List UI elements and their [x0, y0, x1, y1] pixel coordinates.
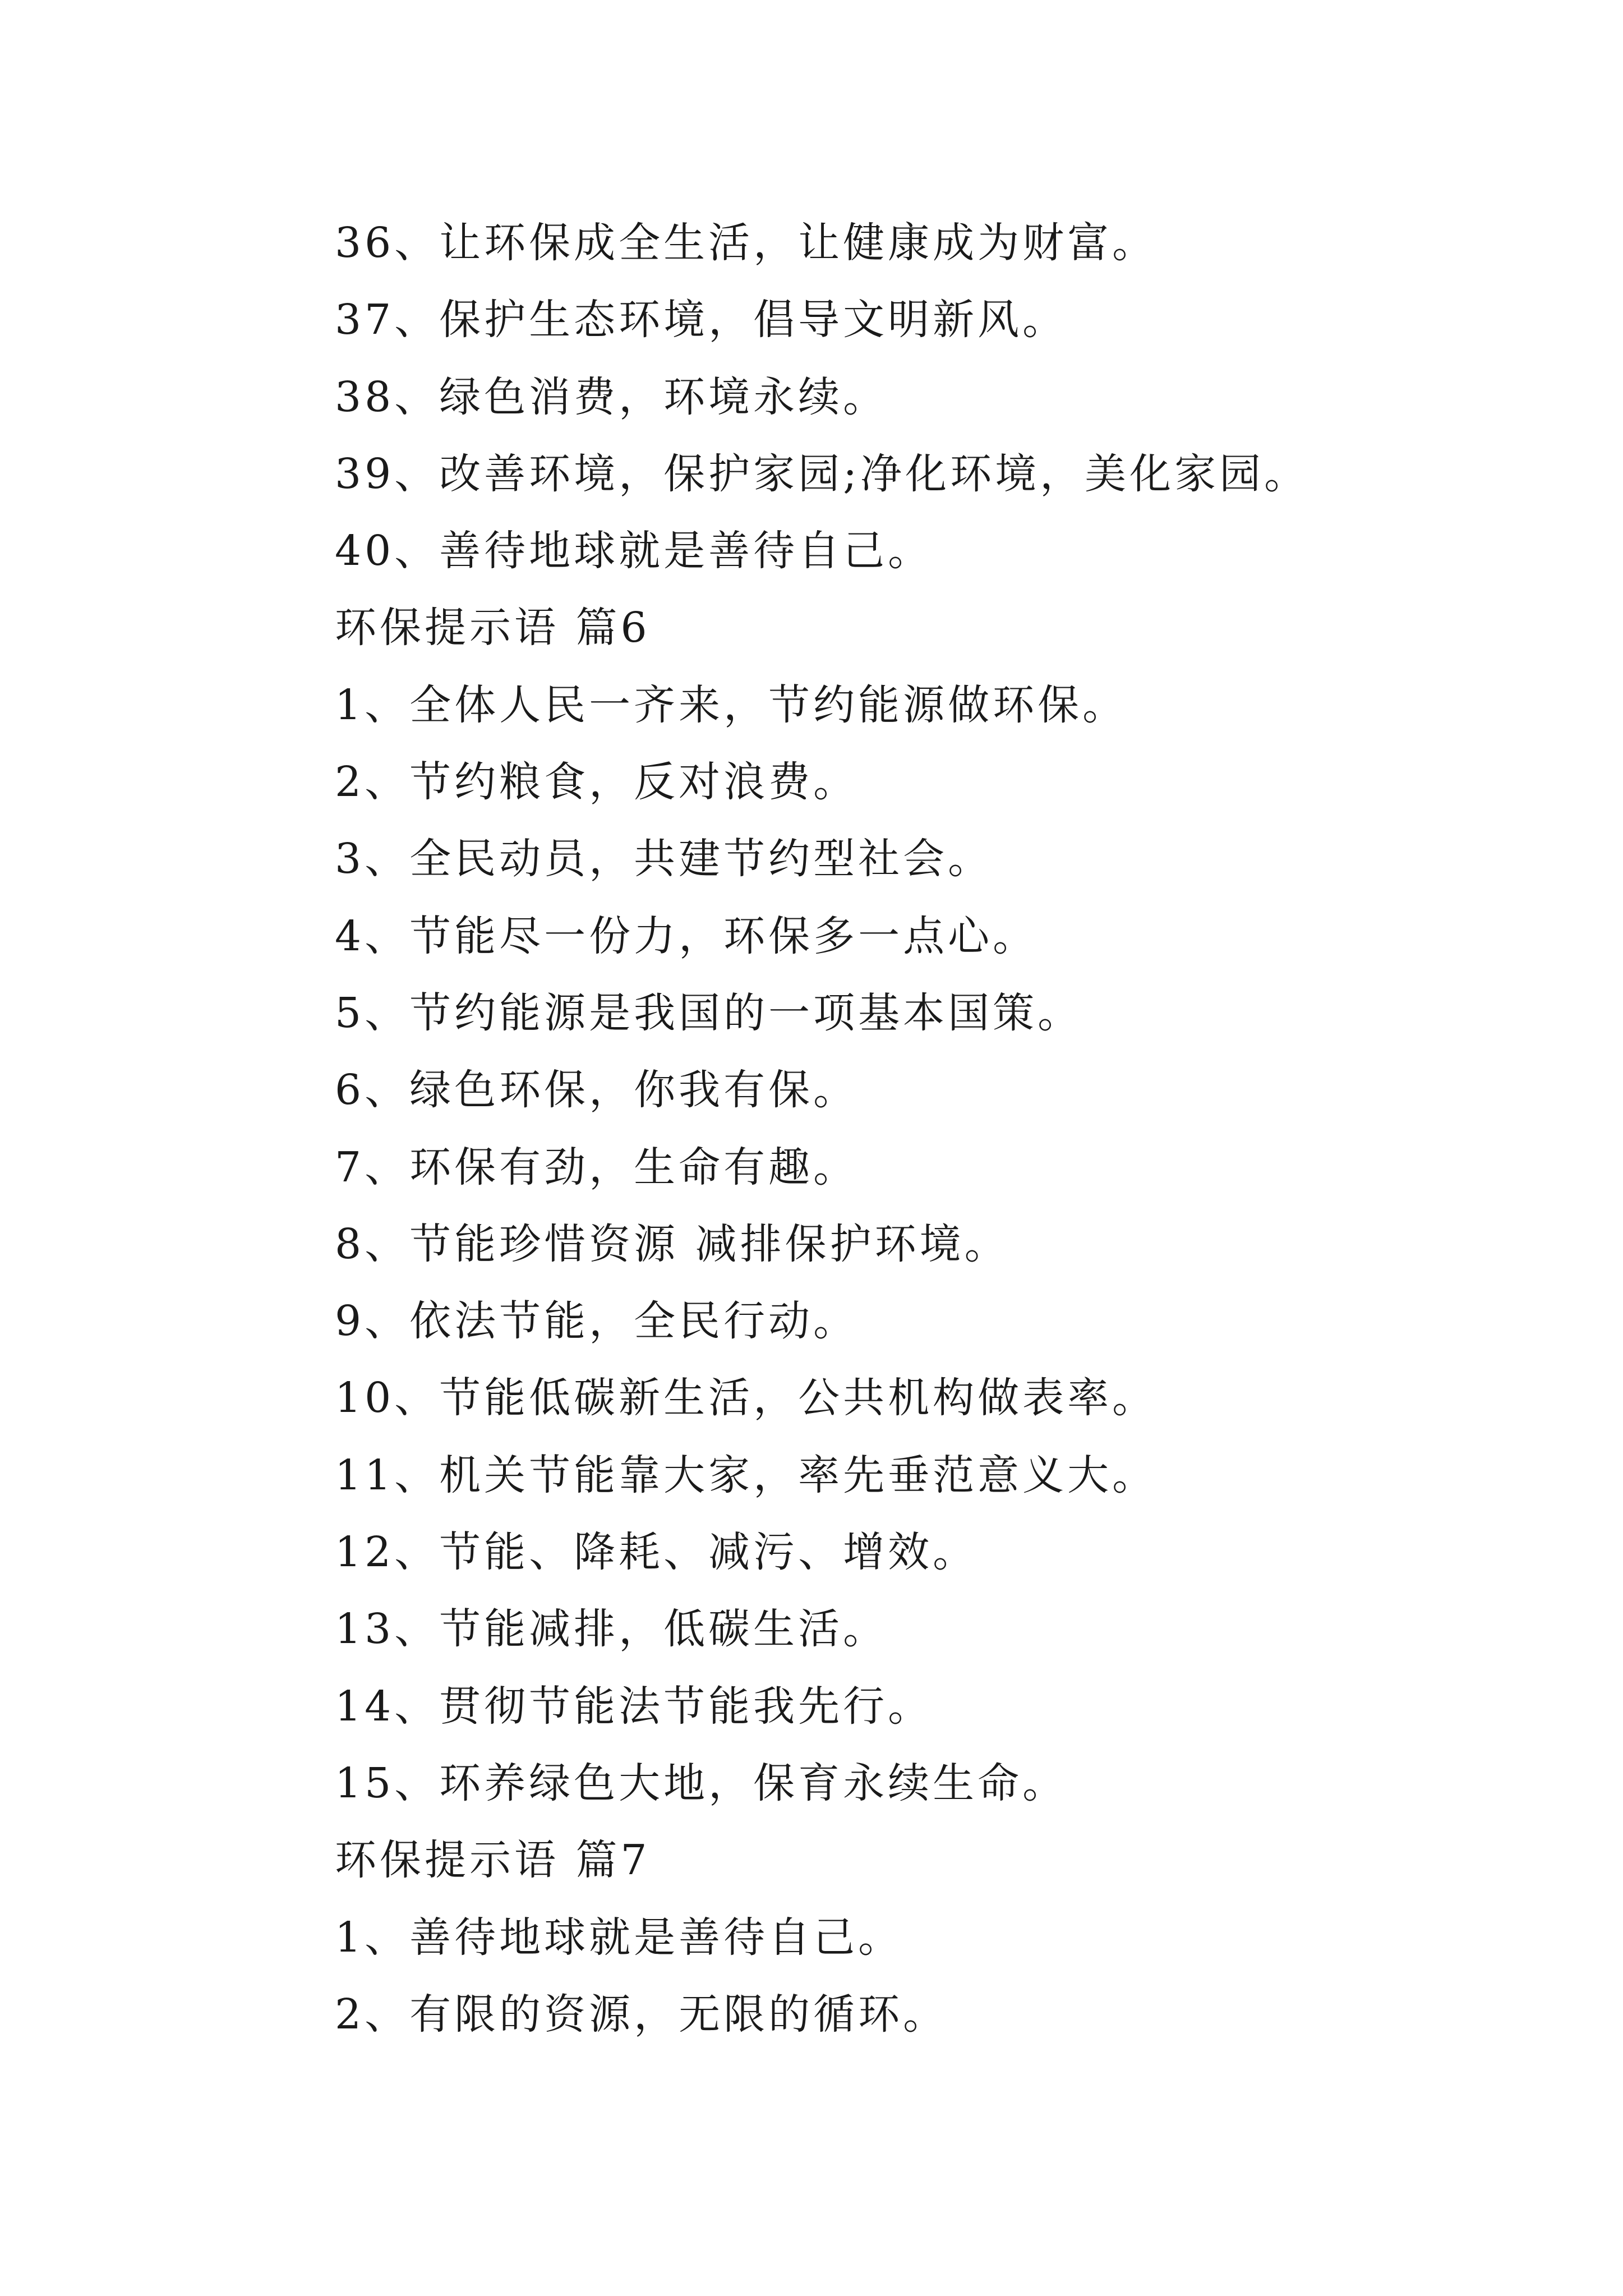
slogan-line-40: 40、善待地球就是善待自己。 — [335, 527, 933, 576]
section7-item-1: 1、善待地球就是善待自己。 — [335, 1913, 903, 1962]
section6-item-15: 15、环养绿色大地，保育永续生命。 — [335, 1759, 1068, 1807]
slogan-line-37: 37、保护生态环境，倡导文明新风。 — [335, 296, 1068, 344]
section6-item-14: 14、贯彻节能法节能我先行。 — [335, 1682, 933, 1731]
section6-item-11: 11、机关节能靠大家，率先垂范意义大。 — [335, 1451, 1158, 1499]
section-heading-6: 环保提示语 篇6 — [335, 604, 651, 652]
section6-item-8: 8、节能珍惜资源 减排保护环境。 — [335, 1220, 1009, 1268]
slogan-line-36: 36、让环保成全生活，让健康成为财富。 — [335, 219, 1158, 267]
section7-item-2: 2、有限的资源，无限的循环。 — [335, 1990, 948, 2039]
slogan-line-39: 39、改善环境，保护家园;净化环境，美化家园。 — [335, 449, 1310, 498]
section6-item-9: 9、依法节能，全民行动。 — [335, 1297, 859, 1346]
section6-item-12: 12、节能、降耗、减污、增效。 — [335, 1528, 978, 1577]
section6-item-1: 1、全体人民一齐来，节约能源做环保。 — [335, 680, 1128, 729]
section6-item-3: 3、全民动员，共建节约型社会。 — [335, 835, 993, 884]
document-body — [335, 205, 1513, 2053]
section6-item-6: 6、绿色环保，你我有保。 — [335, 1066, 859, 1115]
section6-item-5: 5、节约能源是我国的一项基本国策。 — [335, 988, 1083, 1037]
section6-item-2: 2、节约粮食，反对浪费。 — [335, 758, 859, 807]
section-heading-7: 环保提示语 篇7 — [335, 1836, 651, 1885]
slogan-line-38: 38、绿色消费，环境永续。 — [335, 372, 888, 421]
section6-item-7: 7、环保有劲，生命有趣。 — [335, 1143, 859, 1191]
section6-item-4: 4、节能尽一份力，环保多一点心。 — [335, 912, 1038, 960]
section6-item-13: 13、节能减排，低碳生活。 — [335, 1605, 888, 1654]
section6-item-10: 10、节能低碳新生活，公共机构做表率。 — [335, 1374, 1158, 1423]
